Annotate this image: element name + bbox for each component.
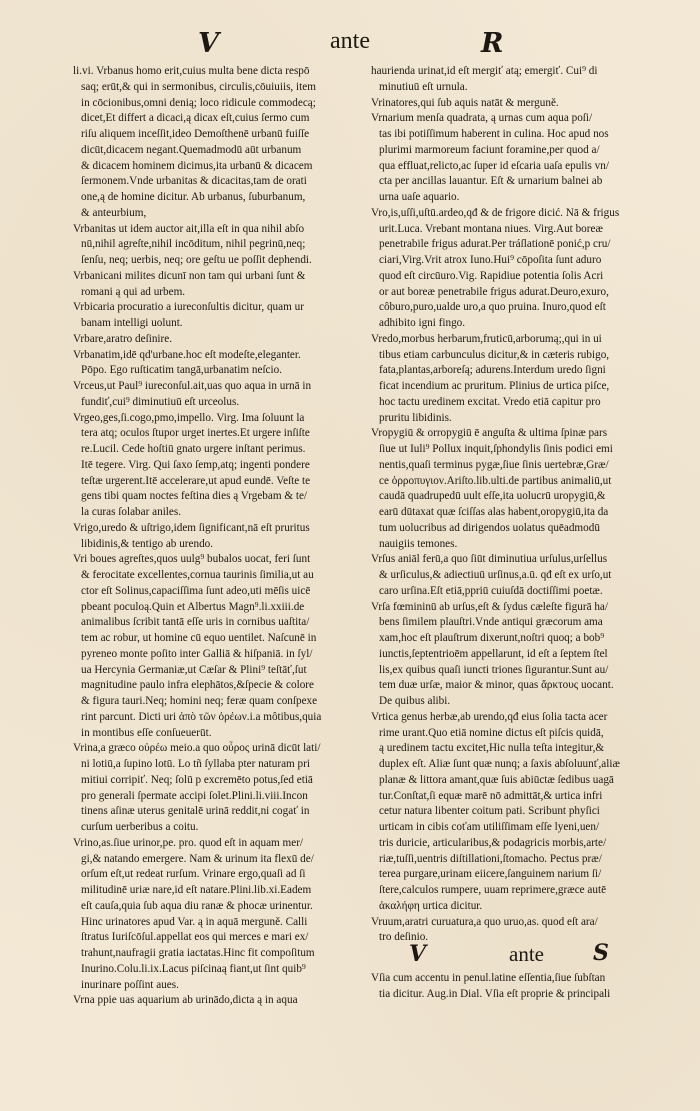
entry-line: Itē tegere. Virg. Qui ſaxo ſemp,atq; ingenti pondere — [81, 458, 310, 471]
entry-line: gens tibi quam noctes feſtina dies ą Vrgebam & te/ — [81, 490, 308, 503]
entry-line: mitiui corripiť. Neq; ſolū p excremēto potus,ſed etiā — [81, 773, 313, 786]
header-word: ante — [330, 28, 370, 54]
entry-headline: Vri boues agreſtes,quos uulg⁹ bubalos uocat, feri ſunt — [73, 553, 311, 566]
dictionary-entry — [371, 552, 657, 599]
entry-line: ſtere,calculos rumpere, uuam reprimere,græce autē — [379, 884, 607, 896]
entry-line: la curas ſolabar aniles. — [81, 506, 182, 518]
entry-line: tibus etiam carbunculus dicitur,& in cæteris rubigo, — [379, 348, 610, 361]
left-column — [73, 64, 366, 1009]
entry-line: ἀκαλήφη urtica dicitur. — [379, 899, 483, 912]
entry-line: militudinē uriæ nare,id eſt natare.Plini.lib.xi.Eadem — [81, 884, 312, 896]
entry-line: minutiuū eſt urnula. — [379, 80, 468, 93]
dictionary-entry — [73, 411, 366, 521]
entry-line: ctor eſt Solinus,capaciſſima ſunt adeo,uti mēſis uicē — [81, 584, 311, 597]
entry-line: urticam in cibis coťam utiliſſimam eſſe lyeni,uen/ — [379, 821, 600, 833]
entry-line: magnitudine paulo infra elephātos,&ſpecie & colore — [81, 679, 314, 692]
entry-headline: Vrna ppie uas aquarium ab urinādo,dicta ą in aqua — [73, 994, 298, 1007]
entry-line: Pōpo. Ego ruſticatim tangā,urbanatim neſcio. — [81, 364, 283, 377]
entry-line: pyreneo monte poſito inter Galliā & hiſpaniā. in ſyl/ — [81, 647, 313, 660]
entry-line: tum uolucribus ad dirigendos uolatus quēadmodū — [379, 521, 600, 534]
header-left-letter: V — [198, 28, 220, 59]
entry-line: rint parcunt. Dicti uri ἀπὸ τῶν ὀρέων.i.a môtibus,quia — [81, 710, 322, 723]
dictionary-entry — [73, 836, 366, 994]
entry-line: & anteurbium, — [81, 206, 147, 219]
entry-line: inurinare poſſint aues. — [81, 978, 179, 991]
entry-line: ſtratus Iuriſcōſul.appellat eos qui merces e mari ex/ — [81, 931, 309, 944]
entry-line: hoc tactu uredinem excitat. Vredo etiā capitur pro — [379, 395, 601, 408]
entry-headline: Vrſus aniāl ferū,a quo ſiūt diminutiua urſulus,urſellus — [371, 553, 608, 566]
entry-line: & ferocitate excellentes,cornua taurinis ſimilia,ut au — [81, 569, 314, 581]
entry-line: adhibito igni fingo. — [379, 317, 466, 329]
entry-line: caro urſina.Eſt etiā,ppriū cuiuſdā doctiſſimi poetæ. — [379, 584, 603, 597]
dictionary-entry — [73, 64, 366, 222]
entry-line: curſum uerberibus a coitu. — [81, 821, 199, 833]
entry-line: ą uredinem tactu excitet,Hic nulla teſta integitur,& — [379, 742, 605, 755]
entry-line: & urſiculus,& adiectiuū urſinus,a.ū. qđ eſt ex urſo,ut — [379, 569, 612, 581]
entry-line: & dicacem hominem dicimus,ita urbanū & dicacem — [81, 159, 313, 172]
entry-line: nauigiis temones. — [379, 537, 458, 550]
entry-headline: Vrnarium menſa quadrata, ą urnas cum aqua poſi/ — [371, 112, 593, 125]
entry-line: riſu aliquem inceſſit,ideo Demoſthenē urbanū fuiſſe — [81, 128, 310, 140]
entry-line: tro deſinio. — [379, 931, 429, 944]
entry-line: fata,plantas,arboreſą; adurens.Interdum uredo ſigni — [379, 364, 606, 377]
entry-line: animalibus ſcribit tantā eſſe uris in cornibus uaſtita/ — [81, 616, 310, 629]
entry-headline: Vſia cum accentu in penul.latine eſſentia,ſiue ſubſtan — [371, 972, 606, 984]
entry-line: ficat incendium ac pruritum. Plinius de urtica piſce, — [379, 380, 610, 392]
entry-line: rime urant.Quo etiā nomine dictus eſt piſcis quidā, — [379, 726, 604, 739]
right-column — [371, 64, 657, 1003]
entry-line: tur.Conſtat,ſi equæ marē nō admittāt,& urtica infri — [379, 789, 603, 802]
entry-line: earū dūtaxat quæ ſciſſas alas habent,oropygiū,ita da — [379, 506, 609, 518]
entry-line: caudā quadrupedū uult eſſe,ita uolucrū uropygiū,& — [379, 490, 606, 503]
dictionary-entry — [371, 111, 657, 206]
entry-headline: Vrbanitas ut idem auctor ait,illa eſt in qua nihil abſo — [73, 222, 305, 235]
subheader-left-letter: V — [409, 941, 427, 967]
entry-headline: Vrbanatim,idē qd'urbane.hoc eſt modeſte,eleganter. — [73, 348, 301, 361]
entry-line: tem duæ urſæ, maior & minor, quas ἄρκτους uocant. — [379, 679, 614, 692]
entry-line: Hinc urinatores apud Var. ą in aquā merguně. Calli — [81, 915, 308, 928]
dictionary-entry — [371, 206, 657, 332]
entry-headline: Vrtica genus herbæ,ab urendo,qđ eius ſolia tacta acer — [371, 710, 608, 723]
entry-line: terea purgare,urinam eiicere,ſanguinem narium ſi/ — [379, 868, 602, 881]
entry-line: nū,nihil agreſte,nihil incōditum, nihil pegrinū,neq; — [81, 238, 306, 251]
entry-line: riæ,tuſſi,uentris diſtillationi,ſtomacho. Pectus præ/ — [379, 852, 602, 865]
entry-headline: Vrgeo,ges,ſi.cogo,pmo,impello. Virg. Ima ſoluunt la — [73, 411, 305, 424]
entry-line: Inurino.Colu.li.ix.Lacus piſcinaą fiant,ut ſint quib⁹ — [81, 962, 306, 975]
dictionary-entry — [73, 269, 366, 301]
entry-line: pbeant poculoą.Quin et Albertus Magn⁹.li.xxiii.de — [81, 600, 305, 613]
entry-line: lis,ex quibus quaſi iuncti triones ſigurantur.Sunt au/ — [379, 663, 609, 676]
dictionary-entry — [73, 332, 366, 348]
entry-headline: Vrceus,ut Paul⁹ iureconſul.ait,uas quo aqua in urnā in — [73, 380, 312, 392]
entry-line: one,ą de homine dicitur. Ab urbanus, ſuburbanum, — [81, 191, 306, 203]
entry-line: planæ & littora amant,quæ ſuis abiūctæ ſedibus uagā — [379, 773, 614, 786]
entry-line: dicūt,dicacem negant.Quemadmodū aūt urbanum — [81, 143, 302, 156]
entry-line: qua effluat,relicto,ac ſuper id eſcaria uaſa epulis vn/ — [379, 159, 609, 172]
dictionary-entry — [371, 64, 657, 96]
subheader-right-letter: S — [593, 940, 609, 966]
dictionary-entry — [371, 96, 657, 112]
entry-headline: Vrbicaria procuratio a iureconſultis dicitur, quam ur — [73, 301, 304, 314]
entry-line: trahunt,naufragii gratia iactatas.Hinc fit compoſitum — [81, 947, 315, 959]
entry-line: pro generali ſpermate accipi ſolet.Plini.li.viii.Incon — [81, 789, 308, 802]
dictionary-entry — [73, 552, 366, 741]
entry-headline: Vrſa fœmininū ab urſus,eſt & ſydus cæleſte figurā ha/ — [371, 600, 609, 613]
entry-line: dicet,Et differt a dicaci,ą dicax eſt,cuius ſermo cum — [81, 112, 310, 125]
entry-line: tia dicitur. Aug.in Dial. Vſia eſt proprie & principali — [379, 987, 611, 1000]
entry-headline: Vrbare,aratro deſinire. — [73, 332, 173, 345]
entry-line: ce ὀρροπυγιον.Ariſto.lib.ulti.de partibus animaliū,ut — [379, 474, 612, 487]
entry-line: tinens aſinæ uterus genitalē urinā reddit,ni cogať in — [81, 805, 310, 818]
entry-line: gi,& natando emergere. Nam & urinum ita flexū de/ — [81, 852, 314, 865]
dictionary-entry — [73, 222, 366, 269]
entry-line: ſiue ut Iuli⁹ Pollux inquit,ſphondylis ſinis podici emi — [379, 443, 613, 455]
entry-line: or aut boreæ penetrabile frigus adurat.Deuro,exuro, — [379, 285, 609, 298]
entry-line: fundiť,cui⁹ diminutiuū eſt urceolus. — [81, 395, 240, 408]
entry-headline: Vrbanicani milites dicunī non tam qui urbani ſunt & — [73, 269, 306, 282]
dictionary-entry — [73, 379, 366, 411]
entry-line: iunctis,ſeptentrioēm appellarunt, id eſt a ſeptem ſtel — [379, 647, 608, 660]
entry-line: tem ac robur, ut homine cū equo uentilet. Naſcunē in — [81, 632, 317, 644]
entry-line: côburo,puro,ualde uro,a quo pruina. Inuro,quod eſt — [379, 301, 606, 314]
entry-headline: Vruum,aratri curuatura,a quo uruo,as. quod eſt ara/ — [371, 915, 598, 928]
entry-headline: Vrigo,uredo & uſtrigo,idem ſignificant,nā eſt pruritus — [73, 521, 310, 534]
entry-line: cta per ancillas lauantur. Eſt & urnarium balnei ab — [379, 175, 603, 188]
entry-headline: Vredo,morbus herbarum,fruticū,arborumą;,qui in ui — [371, 332, 602, 345]
entry-line: duplex eſt. Aliæ ſunt quæ nunq; a ſaxis abſoluunť,aliæ — [379, 758, 620, 770]
entry-line: tas ibi potiſſimum haberent in culina. Hoc apud nos — [379, 128, 609, 140]
running-header — [0, 22, 700, 66]
entry-headline: li.vi. Vrbanus homo erit,cuius multa bene dicta respō — [73, 65, 310, 77]
entry-line: libidinis,& tentigo ab urendo. — [81, 537, 214, 550]
header-right-letter: R — [481, 28, 505, 59]
entry-line: re.Lucil. Cede hoſtiū gnato urgere inſtant perimus. — [81, 443, 306, 455]
entry-line: ſermonem.Vnde urbanitas & dicacitas,tam de orati — [81, 175, 307, 188]
dictionary-entry — [371, 332, 657, 427]
dictionary-entry — [73, 741, 366, 836]
dictionary-entry — [371, 971, 657, 1003]
dictionary-entry — [73, 300, 366, 332]
entry-line: teſtæ urgerent.Itē accelerare,ut apud eundē. Veſte te — [81, 474, 311, 487]
entry-line: urit.Luca. Vrebant montana niues. Virg.Aut boreæ — [379, 222, 603, 235]
entry-line: penetrabile frigus adurat.Per tráſlationē ponić,p cru/ — [379, 238, 611, 251]
entry-line: urna uaſe aquario. — [379, 191, 460, 203]
entry-headline: Vro,is,uſſi,uſtū.ardeo,qđ & de frigore dicić. Nā & frigus — [371, 206, 620, 219]
entry-line: tris duricie, articularibus,& podagricis morbis,arte/ — [379, 836, 607, 849]
entry-line: pruritu libidinis. — [379, 411, 452, 424]
entry-line: banam intelligi uolunt. — [81, 317, 183, 329]
entry-line: orſum eſt,ut redeat rurſum. Vrinare ergo,quaſi ad ſi — [81, 868, 306, 881]
entry-line: romani ą qui ad urbem. — [81, 285, 186, 298]
entry-headline: Vrina,a græco οὐρέω meio.a quo οὖρος urinā dicūt lati/ — [73, 742, 321, 755]
entry-line: bens ſimilem plauſtri.Vnde antiqui græcorum ama — [379, 616, 603, 629]
entry-line: nentis,quaſi terminus pygæ,ſiue ſinis uertebræ,Græ/ — [379, 458, 609, 471]
entry-line: tera atq; oculos ſtupor urget inertes.Et urgere inſiſte — [81, 427, 310, 440]
entry-line: in montibus eſſe conſueuerūt. — [81, 726, 212, 739]
entry-line: De quibus alibi. — [379, 695, 451, 707]
entry-headline: Vrino,as.ſiue urinor,pe. pro. quod eſt in aquam mer/ — [73, 836, 304, 849]
right-column-entries — [371, 64, 657, 946]
dictionary-entry — [73, 348, 366, 380]
entry-headline: Vrinatores,qui ſub aquis natāt & merguně. — [371, 96, 559, 109]
dictionary-entry — [371, 426, 657, 552]
entry-line: plurimi marmoreum faciunt foramine,per quod a/ — [379, 143, 600, 156]
entry-headline: haurienda urinat,id eſt mergiť atą; emergiť. Cui⁹ di — [371, 65, 598, 77]
entry-line: cetur natura libenter coitum pati. Scribunt phyſici — [379, 805, 600, 818]
dictionary-entry — [371, 710, 657, 915]
dictionary-entry — [73, 993, 366, 1009]
entry-line: quod eſt circūuro.Vig. Rapidiue potentia ſolis Acri — [379, 269, 604, 282]
entry-line: ni lotiū,a ſupino lotū. Lo tñ ſyllaba pter naturam pri — [81, 758, 310, 770]
entry-line: in cōcionibus,omni denią; loco ridicule commodecą; — [81, 96, 316, 109]
entry-line: xam,hoc eſt plauſtrum dixerunt,noſtri quoq; a bob⁹ — [379, 632, 605, 644]
section-subheader — [371, 940, 657, 969]
entry-line: saq; erūt,& qui in sermonibus, circulis,cōuiuiis, item — [81, 80, 316, 93]
subheader-word: ante — [509, 942, 544, 966]
entry-line: ſenſu, neq; uerbis, neq; ore geſtu ue poſſit dephendi. — [81, 254, 312, 266]
entry-line: ciari,Virg.Vrit atrox Iuno.Hui⁹ cōpoſita ſunt aduro — [379, 254, 602, 266]
dictionary-entry — [73, 521, 366, 553]
entry-line: & figura tauri.Neq; homini neq; feræ quam conſpexe — [81, 695, 318, 707]
dictionary-entry — [371, 600, 657, 710]
entry-line: ua Hercynia Germaniæ,ut Cæſar & Plini⁹ teſtāť,ſut — [81, 663, 307, 676]
entry-line: eſt cauſa,quia ſub aqua diu ranæ & phocæ urinentur. — [81, 899, 313, 912]
right-column-entries-after — [371, 971, 657, 1003]
entry-headline: Vropygiū & orropygiū ē anguſta & ultima ſpinæ pars — [371, 427, 608, 440]
